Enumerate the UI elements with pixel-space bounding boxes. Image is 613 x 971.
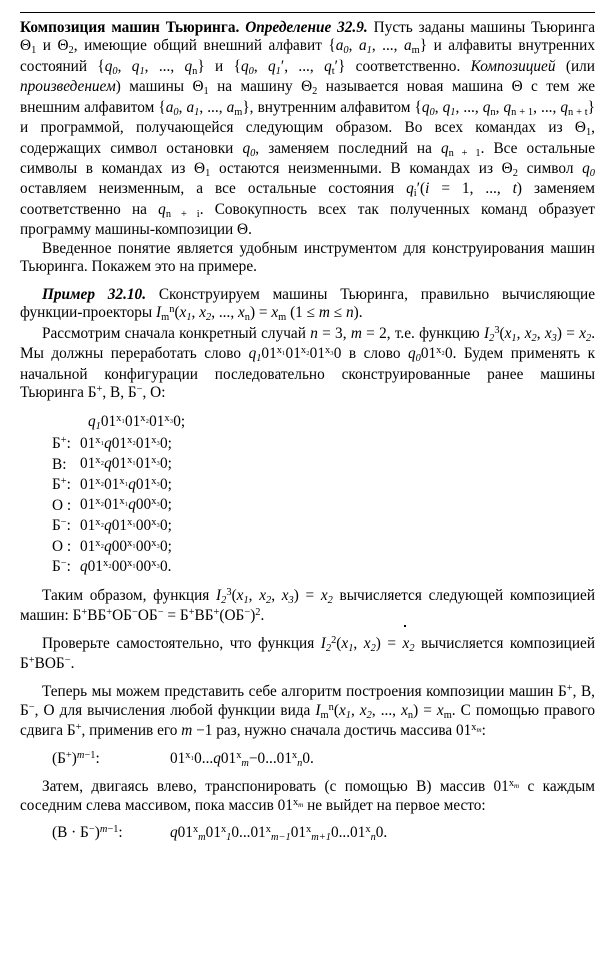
listing-value: $q_101^{x_1}01^{x_2}01^{x_3}0$; — [88, 412, 186, 433]
listing-label: В: — [52, 455, 67, 473]
listing-label: Б−: — [52, 558, 71, 576]
listing-label: О : — [52, 496, 72, 514]
algorithm-paragraph: Теперь мы можем представить себе алгоритм построения композиции машин Б+, В, Б−, О для вычисления любой функции вида $I_m^n(x_1$, $x_2$, ..., $x_n) = x_m$. С помощью правого сдвига Б+, применив его m −1 раз, нужно сначала достичь массива $01^{x_m}$: — [20, 683, 595, 740]
listing-row — [20, 557, 595, 578]
listing-value: $01^{x_1}q01^{x_2}01^{x_3}0$; — [80, 434, 172, 453]
listing-row — [20, 454, 595, 475]
equation-label: $(В \cdot Б^-)^{m-1}$: — [52, 824, 123, 842]
listing-row — [20, 412, 595, 434]
listing-row — [20, 434, 595, 455]
listing-row — [20, 495, 595, 516]
equation-label: $(Б^+)^{m-1}$: — [52, 749, 100, 768]
listing-row — [20, 475, 595, 496]
listing-label: О : — [52, 537, 72, 555]
listing-label: Б−: — [52, 517, 71, 535]
top-rule — [20, 12, 595, 13]
page-speck — [404, 625, 406, 627]
listing-value: $01^{x_2}q00^{x_1}00^{x_3}0$; — [80, 537, 172, 555]
equation-value: $q01^x_m01^x_10...01^x_{m-1}01^x_{m+1}0...01^x_n0$. — [170, 824, 388, 844]
example-label: Пример 32.10. — [42, 285, 147, 303]
intro-paragraph: Введенное понятие является удобным инструментом для конструирования машин Тьюринга. Покажем это на примере. — [20, 239, 595, 276]
listing-value: $01^{x_2}q01^{x_1}01^{x_3}0$; — [80, 455, 172, 473]
definition-label: Определение 32.9. — [245, 19, 368, 36]
equation-value: $01^{x_1}0...q01^x_m-0...01^x_n0$. — [170, 749, 314, 769]
listing-value: $q01^{x_2}00^{x_1}00^{x_3}0$. — [80, 558, 172, 576]
section-heading: Композиция машин Тьюринга. — [20, 19, 240, 36]
definition-paragraph: Композиция машин Тьюринга. Определение 32.9. Пусть заданы машины Тьюринга $\Theta_1$ и $\Theta_2$, имеющие общий внешний алфавит {$a_0$, $a_1$, ..., $a_m$} и алфавиты внутренних состояний {$q_0$, $q_1$, ..., $q_n$} и {$q_0$, $q_1'$, ..., $q_t'$} соответственно. Композицией (или произведением) машины $\Theta_1$ на машину $\Theta_2$ называется новая машина Θ с тем же внешним алфавитом {$a_0$, $a_1$, ..., $a_m$}, внутренним алфавитом {$q_0$, $q_1$, ..., $q_n$, $q_{n + 1}$, ..., $q_{n + t}$} и программой, получающейся следующим образом. Во всех командах из $\Theta_1$, содержащих символ остановки $q_0$, заменяем последний на $q_{n + 1}$. Все остальные символы в командах из $\Theta_1$ остаются неизменными. В командах из $\Theta_2$ символ $q_0$ оставляем неизменным, а все остальные состояния $q_i'(i = 1$, ..., t) заменяем соответственно на $q_{n + i}$. Совокупность всех так полученных команд образует программу машины-композиции Θ. — [20, 19, 596, 239]
listing-value: $01^{x_2}01^{x_1}q01^{x_3}0$; — [80, 475, 172, 494]
listing-value: $01^{x_2}q01^{x_1}00^{x_3}0$; — [80, 517, 172, 535]
case-paragraph: Рассмотрим сначала конкретный случай n = 3, m = 2, т.е. функцию $I_2^3(x_1$, $x_2$, $x_3) = x_2$. Мы должны переработать слово $q_101^{x_1}01^{x_2}01^{x_3}0$ в слово $q_001^{x_2}0$. Будем применять к начальной конфигурации последовательно сконструированные ранее машины Тьюринга Б+, В, Б−, О: — [20, 324, 596, 402]
listing-value: $01^{x_2}01^{x_1}q00^{x_3}0$; — [80, 496, 172, 514]
transpose-paragraph: Затем, двигаясь влево, транспонировать (с помощью В) массив $01^{x_m}$ с каждым соседним слева массивом, пока массив $01^{x_m}$ не выйдет на первое место: — [20, 778, 595, 814]
listing-row — [20, 516, 595, 537]
example-paragraph: Пример 32.10. Сконструируем машины Тьюринга, правильно вычисляющие функции-проекторы $I_m^n(x_1$, $x_2$, ..., $x_n) = x_m$ (1 ≤ m ≤ n). — [20, 285, 595, 324]
listing-label: Б+: — [52, 434, 71, 453]
exercise-paragraph: Проверьте самостоятельно, что функция $I_2^2(x_1$, $x_2) = x_2$ вычисляется композицией Б+ВОБ−. — [20, 634, 596, 673]
listing-row — [20, 537, 595, 558]
equation-row-1 — [20, 750, 595, 769]
conclusion-paragraph: Таким образом, функция $I_2^3(x_1$, $x_2$, $x_3) = x_2$ вычисляется следующей композицией машин: $Б^+ВБ^+ОБ^-ОБ^- = Б^+ВБ^+(ОБ^-)^2$. — [20, 586, 596, 625]
listing-label: Б+: — [52, 475, 71, 494]
equation-row-2 — [20, 824, 595, 843]
configuration-listing — [20, 412, 595, 578]
